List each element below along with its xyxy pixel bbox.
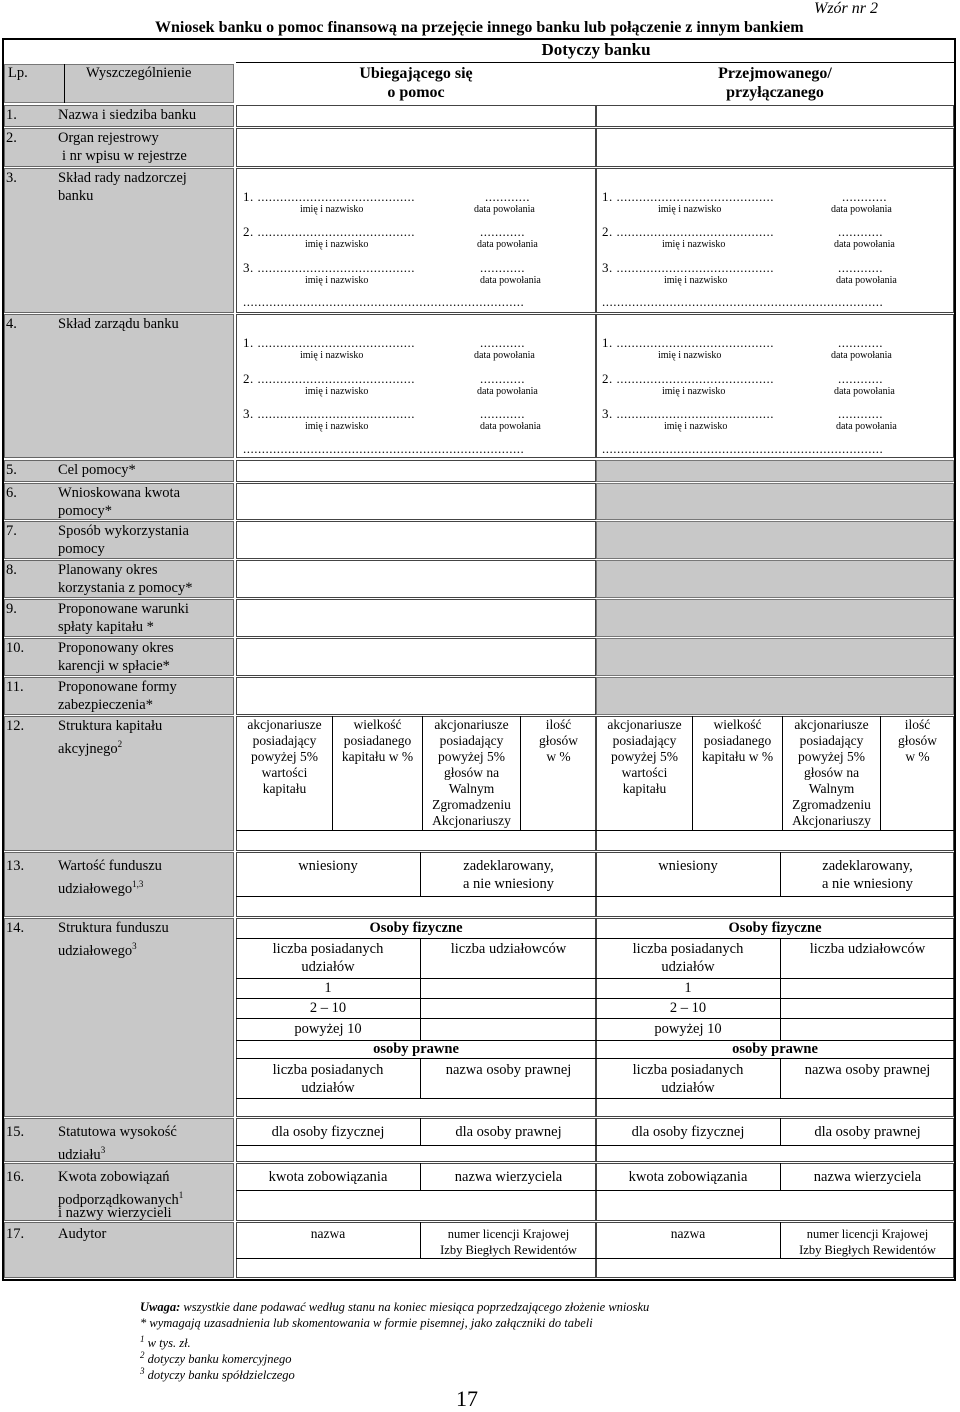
row-4-left-person-1[interactable] bbox=[243, 335, 415, 351]
text: posiadający bbox=[439, 733, 504, 748]
text: a nie wniesiony bbox=[821, 876, 913, 892]
row-3-right-person-1[interactable] bbox=[602, 189, 774, 205]
text: liczba posiadanych bbox=[272, 941, 384, 957]
row-15-label: Statutowa wysokość bbox=[58, 1124, 177, 1140]
row-12-left-col-4 bbox=[521, 717, 596, 765]
row-4-label-cell bbox=[4, 314, 234, 458]
row-3-label-cell bbox=[4, 168, 234, 313]
row-14-left-liczba-posiadanych bbox=[236, 940, 420, 976]
text: posiadający bbox=[252, 733, 317, 748]
row14-line bbox=[596, 938, 954, 939]
row-15-right-fiz: dla osoby fizycznej bbox=[631, 1124, 745, 1140]
person-number: 2. bbox=[602, 371, 613, 386]
name-caption: imię i nazwisko bbox=[305, 421, 369, 432]
row-11-label: Proponowane formy bbox=[58, 679, 177, 695]
person-number: 1. bbox=[602, 189, 613, 204]
row-12-left-col-3 bbox=[423, 717, 520, 829]
row-1-number: 1. bbox=[6, 107, 17, 123]
text: powyżej 5% bbox=[250, 749, 319, 764]
row-10-number: 10. bbox=[6, 640, 25, 656]
row-7-ubiegajacy-field[interactable] bbox=[236, 521, 596, 559]
row-5-number: 5. bbox=[6, 462, 17, 478]
row17-line bbox=[236, 1258, 954, 1259]
row-14-right-osoby-prawne: osoby prawne bbox=[732, 1041, 818, 1057]
person-name-dots: .......................................... bbox=[257, 189, 415, 204]
date-caption: data powołania bbox=[836, 421, 897, 432]
row-17-label-cell bbox=[4, 1222, 234, 1278]
text: liczba posiadanych bbox=[632, 941, 744, 957]
row-14-right-liczba-posiadanych-2 bbox=[596, 1061, 780, 1097]
przejmowany-line2: przyłączanego bbox=[726, 84, 824, 101]
header-divider bbox=[236, 62, 954, 63]
text: głosów bbox=[897, 733, 937, 748]
text: Walnym bbox=[808, 781, 855, 796]
person-number: 2. bbox=[243, 371, 254, 386]
row-4-right-person-3[interactable] bbox=[602, 406, 774, 422]
row-8-label: Planowany okres bbox=[58, 562, 158, 578]
date-caption: data powołania bbox=[477, 386, 538, 397]
row-3-left-person-3[interactable] bbox=[243, 260, 415, 276]
row-16-right-kwota: kwota zobowiązania bbox=[628, 1169, 748, 1185]
text: udziałów bbox=[301, 1080, 355, 1096]
row-16-left-wierz: nazwa wierzyciela bbox=[454, 1169, 563, 1185]
row14-line bbox=[236, 1058, 596, 1059]
text: powyżej 5% bbox=[437, 749, 506, 764]
text: w % bbox=[546, 749, 571, 764]
name-caption: imię i nazwisko bbox=[664, 421, 728, 432]
row-8-number: 8. bbox=[6, 562, 17, 578]
row-3-right-person-3[interactable] bbox=[602, 260, 774, 276]
row-16-label: Kwota zobowiązań bbox=[58, 1169, 170, 1185]
row-9-label-line2: spłaty kapitału * bbox=[58, 619, 154, 635]
row-2-przejmowany-field[interactable] bbox=[596, 128, 954, 167]
text: liczba posiadanych bbox=[632, 1062, 744, 1078]
row15-line bbox=[236, 1145, 954, 1146]
row-14-number: 14. bbox=[6, 920, 25, 936]
name-caption: imię i nazwisko bbox=[658, 350, 722, 361]
row-4-left-date-2[interactable]: ............ bbox=[480, 371, 525, 386]
row-6-number: 6. bbox=[6, 485, 17, 501]
name-caption: imię i nazwisko bbox=[305, 386, 369, 397]
note-3-text: dotyczy banku spółdzielczego bbox=[144, 1368, 295, 1383]
text: posiadający bbox=[799, 733, 864, 748]
row-4-right-date-1[interactable]: ............ bbox=[838, 335, 883, 350]
row-12-left-col-2 bbox=[333, 717, 422, 765]
row12-bottom-line bbox=[236, 830, 954, 831]
row-3-right-date-3[interactable]: ............ bbox=[838, 260, 883, 275]
row-7-przejmowany-disabled bbox=[596, 521, 954, 559]
row13-line bbox=[236, 896, 954, 897]
row-17-left-nazwa: nazwa bbox=[310, 1226, 346, 1241]
text: akcjonariusze bbox=[434, 717, 509, 732]
text: powyżej 5% bbox=[610, 749, 679, 764]
text: kapitału w % bbox=[341, 749, 414, 764]
name-caption: imię i nazwisko bbox=[662, 386, 726, 397]
date-caption: data powołania bbox=[474, 350, 535, 361]
person-name-dots: .......................................... bbox=[616, 335, 774, 350]
text: Zgromadzeniu bbox=[432, 797, 511, 812]
row14-line bbox=[596, 1018, 954, 1019]
row16-line bbox=[236, 1190, 954, 1191]
text: udziałów bbox=[661, 1080, 715, 1096]
page-number: 17 bbox=[456, 1386, 478, 1411]
ubiegajacy-line1: Ubiegającego się bbox=[359, 65, 473, 82]
row-1-ubiegajacy-field[interactable] bbox=[236, 105, 596, 127]
row-5-przejmowany-disabled bbox=[596, 460, 954, 482]
row-14-right-liczba-udzialowcow: liczba udziałowców bbox=[809, 941, 926, 957]
person-name-dots: .......................................... bbox=[257, 260, 415, 275]
row-7-number: 7. bbox=[6, 523, 17, 539]
row-3-right-date-2[interactable]: ............ bbox=[838, 224, 883, 239]
row-15-right-praw: dla osoby prawnej bbox=[814, 1124, 921, 1140]
row-3-left-person-1[interactable] bbox=[243, 189, 415, 205]
text: liczba posiadanych bbox=[272, 1062, 384, 1078]
date-caption: data powołania bbox=[480, 275, 541, 286]
row-10-przejmowany-disabled bbox=[596, 638, 954, 676]
row-7-label-line2: pomocy bbox=[58, 541, 105, 557]
text: zadeklarowany, bbox=[463, 858, 554, 874]
row-15-label-text2: udziału bbox=[58, 1146, 101, 1163]
row14-line bbox=[236, 938, 596, 939]
row14-line bbox=[596, 1058, 954, 1059]
text: Akcjonariuszy bbox=[792, 813, 871, 828]
row-15-footnote-ref: 3 bbox=[100, 1145, 106, 1155]
row-14-left-osoby-prawne: osoby prawne bbox=[373, 1041, 459, 1057]
row-6-label-line2: pomocy* bbox=[58, 503, 112, 519]
row-4-label: Skład zarządu banku bbox=[58, 316, 179, 332]
person-number: 2. bbox=[602, 224, 613, 239]
row-14-right-r2: 2 – 10 bbox=[669, 1000, 707, 1016]
date-caption: data powołania bbox=[831, 350, 892, 361]
row-17-right-nazwa: nazwa bbox=[670, 1226, 706, 1241]
row-4-left-extra-line[interactable]: ........................................................................... bbox=[243, 441, 525, 456]
text: udziałów bbox=[301, 959, 355, 975]
row-13-footnote-ref: 1,3 bbox=[132, 879, 144, 889]
row-14-label-line2 bbox=[58, 937, 137, 960]
row-9-przejmowany-disabled bbox=[596, 599, 954, 637]
note-3-sup: 3 bbox=[140, 1366, 145, 1376]
row-4-right-person-2[interactable] bbox=[602, 371, 774, 387]
date-caption: data powołania bbox=[834, 239, 895, 250]
row-8-label-line2: korzystania z pomocy* bbox=[58, 580, 193, 596]
name-caption: imię i nazwisko bbox=[662, 239, 726, 250]
row-13-number: 13. bbox=[6, 858, 25, 874]
person-name-dots: .......................................... bbox=[616, 260, 774, 275]
person-number: 3. bbox=[243, 260, 254, 275]
note-3 bbox=[140, 1363, 295, 1383]
row-14-left-liczba-posiadanych-2 bbox=[236, 1061, 420, 1097]
text: posiadający bbox=[612, 733, 677, 748]
row-10-label: Proponowany okres bbox=[58, 640, 174, 656]
person-name-dots: .......................................... bbox=[616, 224, 774, 239]
date-caption: data powołania bbox=[477, 239, 538, 250]
row-6-ubiegajacy-field[interactable] bbox=[236, 483, 596, 520]
row-13-left-zadeklarowany bbox=[421, 857, 596, 893]
row-14-right-nazwa-osoby-prawnej: nazwa osoby prawnej bbox=[804, 1062, 931, 1078]
row-2-label-line2: i nr wpisu w rejestrze bbox=[62, 148, 187, 164]
przejmowany-line1: Przejmowanego/ bbox=[718, 65, 832, 82]
text: powyżej 5% bbox=[797, 749, 866, 764]
row-10-label-line2: karencji w spłacie* bbox=[58, 658, 170, 674]
row-7-label: Sposób wykorzystania bbox=[58, 523, 189, 539]
row-16-footnote-ref: 1 bbox=[178, 1190, 184, 1200]
row-15-left-fiz: dla osoby fizycznej bbox=[271, 1124, 385, 1140]
date-caption: data powołania bbox=[480, 421, 541, 432]
row-4-left-person-2[interactable] bbox=[243, 371, 415, 387]
row-4-left-date-3[interactable]: ............ bbox=[480, 406, 525, 421]
row-16-right-wierz: nazwa wierzyciela bbox=[813, 1169, 922, 1185]
row-17-number: 17. bbox=[6, 1226, 25, 1242]
row-2-label: Organ rejestrowy bbox=[58, 130, 159, 146]
row-16-number: 16. bbox=[6, 1169, 25, 1185]
lp-divider bbox=[64, 64, 65, 103]
row-4-right-extra-line[interactable]: ........................................................................... bbox=[602, 441, 884, 456]
row-13-label-text2: udziałowego bbox=[58, 880, 133, 897]
text: kapitału w % bbox=[701, 749, 774, 764]
row-1-przejmowany-field[interactable] bbox=[596, 105, 954, 127]
row-3-right-person-2[interactable] bbox=[602, 224, 774, 240]
person-number: 1. bbox=[243, 189, 254, 204]
note-1-text: w tys. zł. bbox=[144, 1336, 191, 1351]
row-16-label-text2: podporządkowanych bbox=[58, 1191, 179, 1208]
text: Izby Biegłych Rewidentów bbox=[799, 1243, 936, 1257]
person-number: 3. bbox=[602, 406, 613, 421]
note-2-sup: 2 bbox=[140, 1350, 145, 1360]
row-15-left-praw: dla osoby prawnej bbox=[455, 1124, 562, 1140]
row-17-right-numer bbox=[781, 1226, 954, 1258]
row-6-label: Wnioskowana kwota bbox=[58, 485, 181, 501]
text: Walnym bbox=[448, 781, 495, 796]
row-16-left-kwota: kwota zobowiązania bbox=[268, 1169, 388, 1185]
row-6-przejmowany-disabled bbox=[596, 483, 954, 520]
row-15-number: 15. bbox=[6, 1124, 25, 1140]
row-10-ubiegajacy-field[interactable] bbox=[236, 638, 596, 676]
date-caption: data powołania bbox=[474, 204, 535, 215]
text: posiadanego bbox=[343, 733, 412, 748]
row-4-left-person-3[interactable] bbox=[243, 406, 415, 422]
note-1-sup: 1 bbox=[140, 1334, 145, 1344]
text: zadeklarowany, bbox=[822, 858, 913, 874]
row-11-przejmowany-disabled bbox=[596, 677, 954, 715]
row-14-left-liczba-udzialowcow: liczba udziałowców bbox=[450, 941, 567, 957]
row-8-ubiegajacy-field[interactable] bbox=[236, 560, 596, 598]
row-3-number: 3. bbox=[6, 170, 17, 186]
row-11-label-line2: zabezpieczenia* bbox=[58, 697, 153, 713]
row-3-left-date-3[interactable]: ............ bbox=[480, 260, 525, 275]
text: wielkość bbox=[353, 717, 402, 732]
text: numer licencji Krajowej bbox=[806, 1227, 929, 1241]
text: w % bbox=[905, 749, 930, 764]
row-5-ubiegajacy-field[interactable] bbox=[236, 460, 596, 482]
row-3-label-line2: banku bbox=[58, 188, 94, 204]
note-star: * wymagają uzasadnienia lub skomentowania w formie pisemnej, jako załączniki do tabeli bbox=[140, 1316, 593, 1330]
row-11-number: 11. bbox=[6, 679, 24, 695]
person-number: 2. bbox=[243, 224, 254, 239]
row-13-left-wniesiony: wniesiony bbox=[298, 858, 358, 874]
column-header-wyszczegolnienie: Wyszczególnienie bbox=[86, 65, 192, 81]
text: głosów bbox=[538, 733, 578, 748]
row-12-label: Struktura kapitału bbox=[58, 718, 163, 734]
text: posiadanego bbox=[703, 733, 772, 748]
date-caption: data powołania bbox=[834, 386, 895, 397]
note-uwaga-label: Uwaga: bbox=[140, 1300, 181, 1314]
text: akcjonariusze bbox=[607, 717, 682, 732]
note-uwaga-text: wszystkie dane podawać według stanu na koniec miesiąca poprzedzającego złożenie wniosku bbox=[180, 1300, 650, 1314]
row-12-right-col-3 bbox=[783, 717, 880, 829]
text: Zgromadzeniu bbox=[792, 797, 871, 812]
row-14-right-r1: 1 bbox=[684, 980, 692, 996]
row-5-label: Cel pomocy* bbox=[58, 462, 136, 478]
row-9-ubiegajacy-field[interactable] bbox=[236, 599, 596, 637]
text: numer licencji Krajowej bbox=[447, 1227, 570, 1241]
text: głosów na bbox=[803, 765, 860, 780]
row-1-label: Nazwa i siedziba banku bbox=[58, 107, 197, 123]
row-3-label: Skład rady nadzorczej bbox=[58, 170, 187, 186]
row-3-left-person-2[interactable] bbox=[243, 224, 415, 240]
row-4-right-date-3[interactable]: ............ bbox=[838, 406, 883, 421]
document-title: Wniosek banku o pomoc finansową na przejęcie innego banku lub połączenie z innym bankiem bbox=[155, 19, 804, 36]
row14-line bbox=[236, 1098, 596, 1099]
text: Izby Biegłych Rewidentów bbox=[440, 1243, 577, 1257]
row-9-label: Proponowane warunki bbox=[58, 601, 189, 617]
row-14-label-text2: udziałowego bbox=[58, 942, 133, 959]
form-template-label: Wzór nr 2 bbox=[813, 0, 878, 17]
person-number: 1. bbox=[243, 335, 254, 350]
row-9-number: 9. bbox=[6, 601, 17, 617]
row-11-ubiegajacy-field[interactable] bbox=[236, 677, 596, 715]
row-2-ubiegajacy-field[interactable] bbox=[236, 128, 596, 167]
row-14-left-r3: powyżej 10 bbox=[294, 1021, 362, 1037]
row-3-left-date-1[interactable]: ............ bbox=[485, 189, 530, 204]
row-12-right-col-2 bbox=[693, 717, 782, 765]
person-number: 3. bbox=[243, 406, 254, 421]
row-8-przejmowany-disabled bbox=[596, 560, 954, 598]
person-name-dots: .......................................... bbox=[257, 335, 415, 350]
person-name-dots: .......................................... bbox=[616, 189, 774, 204]
text: akcjonariusze bbox=[247, 717, 322, 732]
column-header-lp: Lp. bbox=[8, 65, 28, 81]
person-number: 3. bbox=[602, 260, 613, 275]
text: udziałów bbox=[661, 959, 715, 975]
text: kapitału bbox=[262, 781, 307, 796]
name-caption: imię i nazwisko bbox=[664, 275, 728, 286]
text: akcjonariusze bbox=[794, 717, 869, 732]
person-name-dots: .......................................... bbox=[257, 224, 415, 239]
row-15-label-line2 bbox=[58, 1141, 105, 1164]
row-17-left-numer bbox=[421, 1226, 596, 1258]
column-header-ubiegajacy bbox=[236, 64, 596, 102]
note-uwaga bbox=[140, 1299, 649, 1315]
row-4-right-person-1[interactable] bbox=[602, 335, 774, 351]
header-dotyczy-banku: Dotyczy banku bbox=[541, 40, 651, 59]
row-3-left-date-2[interactable]: ............ bbox=[480, 224, 525, 239]
text: wartości bbox=[621, 765, 668, 780]
row-14-right-osoby-fizyczne: Osoby fizyczne bbox=[728, 920, 822, 936]
text: kapitału bbox=[622, 781, 667, 796]
person-number: 1. bbox=[602, 335, 613, 350]
text: ilość bbox=[904, 717, 931, 732]
row-2-number: 2. bbox=[6, 130, 17, 146]
row-3-left-extra-line[interactable]: ........................................................................... bbox=[243, 294, 525, 309]
ubiegajacy-line2: o pomoc bbox=[387, 84, 445, 101]
row-12-footnote-ref: 2 bbox=[117, 739, 123, 749]
row-14-label: Struktura funduszu bbox=[58, 920, 169, 936]
row-12-label-text2: akcyjnego bbox=[58, 740, 118, 757]
row-12-left-col-1 bbox=[237, 717, 332, 797]
row-14-right-r3: powyżej 10 bbox=[654, 1021, 722, 1037]
date-caption: data powołania bbox=[836, 275, 897, 286]
row-14-right-liczba-posiadanych bbox=[596, 940, 780, 976]
text: wartości bbox=[261, 765, 308, 780]
row-12-right-col-4 bbox=[881, 717, 954, 765]
person-name-dots: .......................................... bbox=[616, 371, 774, 386]
row-3-right-date-1[interactable]: ............ bbox=[842, 189, 887, 204]
name-caption: imię i nazwisko bbox=[305, 275, 369, 286]
row-14-left-r1: 1 bbox=[324, 980, 332, 996]
name-caption: imię i nazwisko bbox=[305, 239, 369, 250]
name-caption: imię i nazwisko bbox=[300, 204, 364, 215]
row-14-footnote-ref: 3 bbox=[132, 941, 137, 951]
person-name-dots: .......................................... bbox=[257, 406, 415, 421]
text: Akcjonariuszy bbox=[432, 813, 511, 828]
text: wielkość bbox=[713, 717, 762, 732]
date-caption: data powołania bbox=[831, 204, 892, 215]
row-12-right-col-1 bbox=[597, 717, 692, 797]
row-13-label: Wartość funduszu bbox=[58, 858, 162, 874]
note-2-text: dotyczy banku komercyjnego bbox=[144, 1352, 292, 1367]
row-17-label: Audytor bbox=[58, 1226, 107, 1242]
row-13-right-zadeklarowany bbox=[781, 857, 954, 893]
row14-line bbox=[596, 1098, 954, 1099]
row-14-left-osoby-fizyczne: Osoby fizyczne bbox=[369, 920, 463, 936]
row-14-left-nazwa-osoby-prawnej: nazwa osoby prawnej bbox=[445, 1062, 572, 1078]
text: a nie wniesiony bbox=[462, 876, 554, 892]
row-3-right-extra-line[interactable]: ........................................................................... bbox=[602, 294, 884, 309]
row-16-label-line3: i nazwy wierzycieli bbox=[58, 1205, 172, 1221]
text: głosów na bbox=[443, 765, 500, 780]
row-13-label-line2 bbox=[58, 875, 143, 898]
row-14-left-r2: 2 – 10 bbox=[309, 1000, 347, 1016]
person-name-dots: .......................................... bbox=[616, 406, 774, 421]
name-caption: imię i nazwisko bbox=[658, 204, 722, 215]
row-4-number: 4. bbox=[6, 316, 17, 332]
row-12-label-line2 bbox=[58, 735, 122, 758]
row-12-number: 12. bbox=[6, 718, 25, 734]
text: ilość bbox=[545, 717, 572, 732]
row14-line bbox=[236, 1018, 596, 1019]
column-header-przejmowany bbox=[596, 64, 954, 102]
person-name-dots: .......................................... bbox=[257, 371, 415, 386]
name-caption: imię i nazwisko bbox=[300, 350, 364, 361]
row-4-right-date-2[interactable]: ............ bbox=[838, 371, 883, 386]
row-4-left-date-1[interactable]: ............ bbox=[480, 335, 525, 350]
row-13-right-wniesiony: wniesiony bbox=[658, 858, 718, 874]
